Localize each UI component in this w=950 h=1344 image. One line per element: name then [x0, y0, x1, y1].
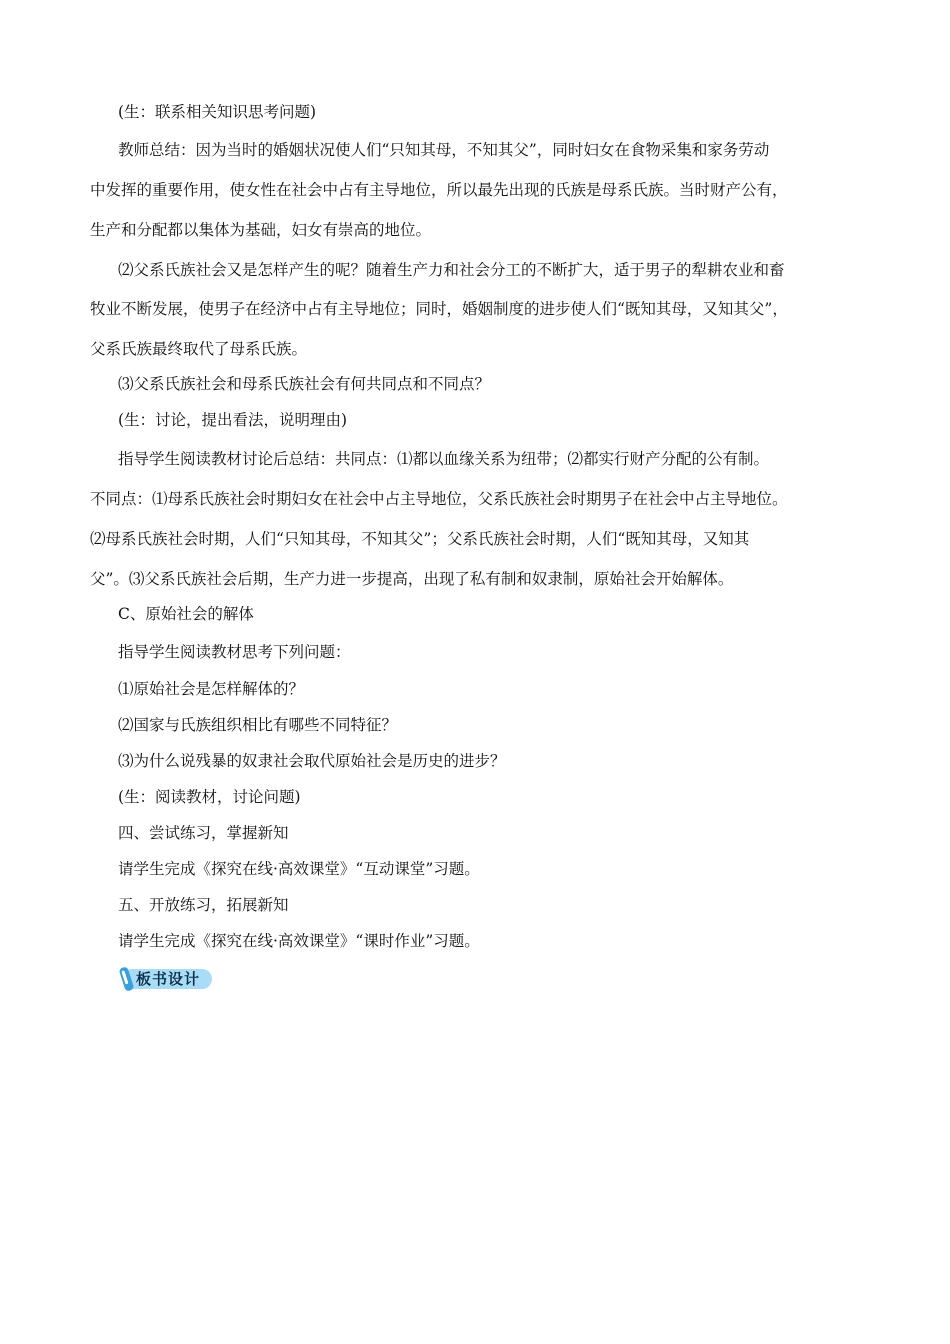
paragraph-line: 指导学生阅读教材思考下列问题： [118, 643, 351, 661]
paragraph-line: (生：讨论，提出看法，说明理由) [118, 411, 348, 429]
list-item: ⑶为什么说残暴的奴隶社会取代原始社会是历史的进步？ [118, 752, 506, 770]
section-heading: 四、尝试练习，掌握新知 [118, 824, 289, 842]
paragraph-line: (生：阅读教材，讨论问题) [118, 788, 301, 806]
paragraph-line: ⑵母系氏族社会时期，人们“只知其母，不知其父”；父系氏族社会时期，人们“既知其母，又知其 [90, 530, 750, 548]
paragraph-line: 指导学生阅读教材讨论后总结：共同点：⑴都以血缘关系为纽带；⑵都实行财产分配的公有制。 [118, 450, 770, 468]
paragraph-line: 父系氏族最终取代了母系氏族。 [90, 340, 308, 358]
paragraph-line: ⑵父系氏族社会又是怎样产生的呢？随着生产力和社会分工的不断扩大，适于男子的犁耕农业和畜 [118, 261, 785, 279]
section-heading: 五、开放练习，拓展新知 [118, 896, 289, 914]
paragraph-line: 请学生完成《探究在线·高效课堂》“课时作业”习题。 [118, 932, 480, 950]
paragraph-line: 父”。⑶父系氏族社会后期，生产力进一步提高，出现了私有制和奴隶制，原始社会开始解体。 [90, 570, 734, 588]
paragraph-line: 不同点：⑴母系氏族社会时期妇女在社会中占主导地位，父系氏族社会时期男子在社会中占主导地位。 [90, 490, 788, 508]
paragraph-line: (生：联系相关知识思考问题) [118, 103, 317, 121]
badge-label: 板书设计 [136, 970, 201, 988]
list-item: ⑴原始社会是怎样解体的？ [118, 680, 305, 698]
board-design-badge [118, 965, 214, 993]
paragraph-line: 中发挥的重要作用，使女性在社会中占有主导地位，所以最先出现的氏族是母系氏族。当时财产公有， [90, 181, 788, 199]
paragraph-line: ⑶父系氏族社会和母系氏族社会有何共同点和不同点？ [118, 375, 491, 393]
section-heading: C、原始社会的解体 [118, 605, 254, 623]
list-item: ⑵国家与氏族组织相比有哪些不同特征？ [118, 716, 398, 734]
paragraph-line: 教师总结：因为当时的婚姻状况使人们“只知其母，不知其父”，同时妇女在食物采集和家务劳动 [118, 141, 770, 159]
paragraph-line: 请学生完成《探究在线·高效课堂》“互动课堂”习题。 [118, 860, 480, 878]
paragraph-line: 牧业不断发展，使男子在经济中占有主导地位；同时，婚姻制度的进步使人们“既知其母，又知其父”， [90, 300, 788, 318]
paragraph-line: 生产和分配都以集体为基础，妇女有崇高的地位。 [90, 221, 432, 239]
